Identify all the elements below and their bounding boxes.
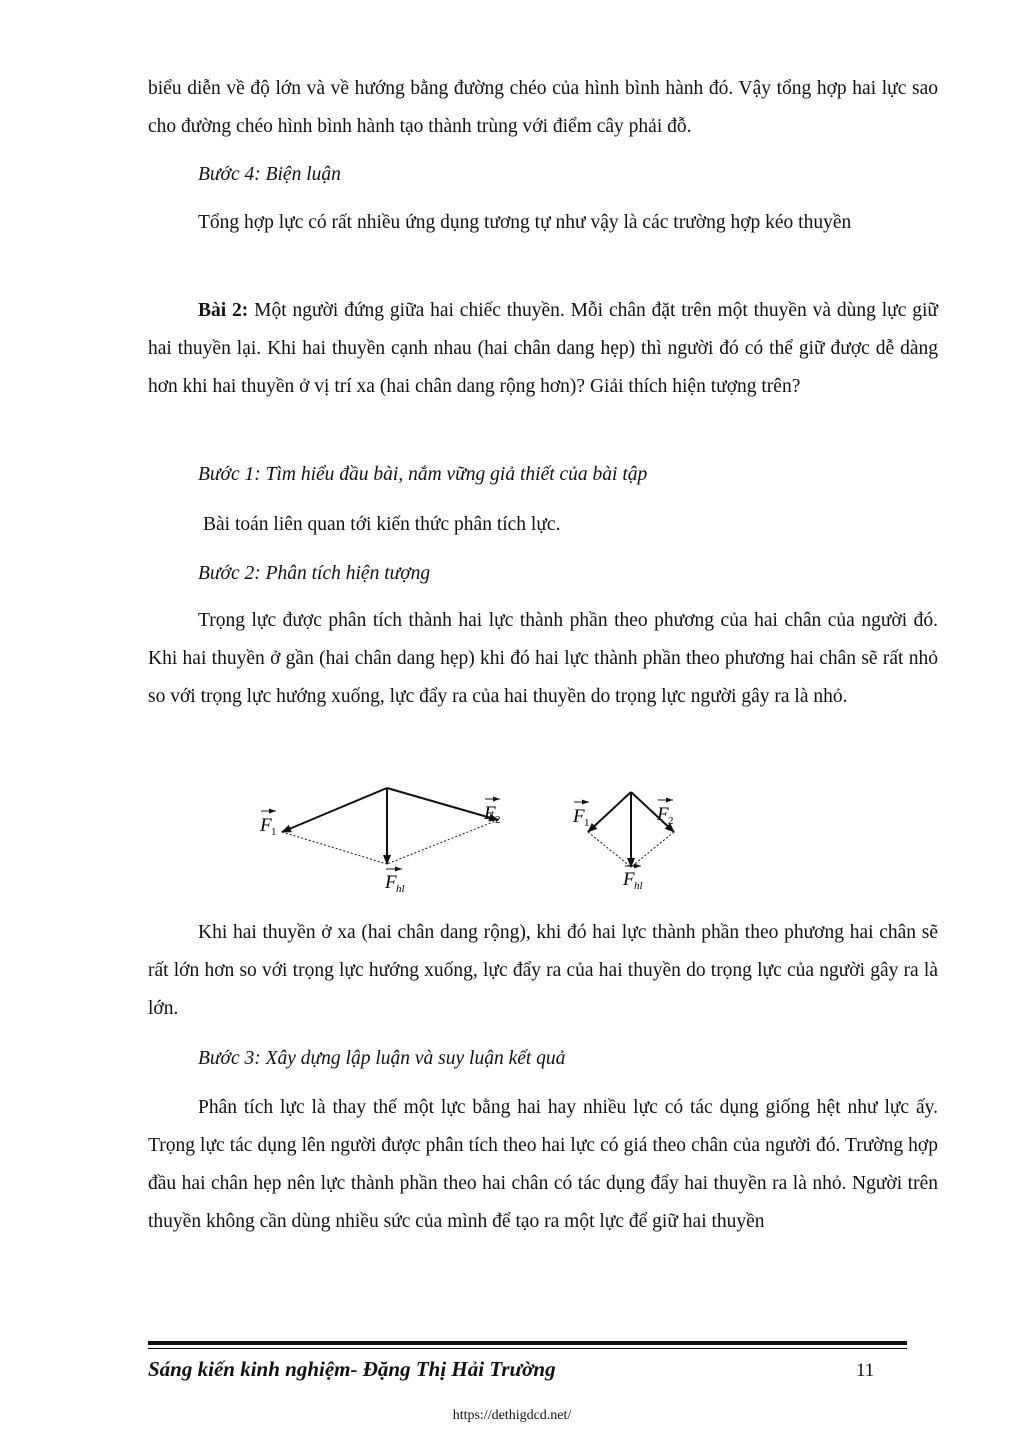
- f2-label: F: [657, 804, 669, 825]
- force-f1-arrow: [282, 788, 387, 832]
- f1-label: F: [260, 815, 272, 836]
- paragraph-continuation: biểu diễn về độ lớn và về hướng bằng đường chéo của hình bình hành đó. Vậy tổng hợp hai lực sao cho đường chéo hình bình hành tạo thành trùng với điểm cây phải đỗ.: [148, 78, 938, 137]
- step-1-heading: Bước 1: Tìm hiểu đầu bài, nắm vững giả thiết của bài tập: [198, 464, 648, 485]
- exercise-2-text: Một người đứng giữa hai chiếc thuyền. Mỗi chân đặt trên một thuyền và dùng lực giữ hai thuyền lại. Khi hai thuyền cạnh nhau (hai chân dang hẹp) thì người đó có thể giữ được dễ dàng hơn khi hai thuyền ở vị trí xa (hai chân dang rộng hơn)? Giải thích hiện tượng trên?: [148, 300, 938, 397]
- f2-subscript: 2: [668, 815, 674, 827]
- narrow-stance-diagram: [572, 792, 674, 892]
- paragraph-synthesis: Tổng hợp lực có rất nhiều ứng dụng tương tự như vậy là các trường hợp kéo thuyền: [198, 212, 852, 233]
- f1-subscript: 1: [584, 817, 590, 829]
- paragraph-analysis: Trọng lực được phân tích thành hai lực thành phần theo phương của hai chân của người đó. Khi hai thuyền ở gần (hai chân dang hẹp) khi đó hai lực thành phần theo phương hai chân sẽ rất nhỏ so với trọng lực hướng xuống, lực đẩy ra của hai thuyền do trọng lực người gây ra là nhỏ.: [148, 610, 938, 707]
- fhl-subscript: hl: [396, 883, 405, 895]
- paragraph-wide-stance: Khi hai thuyền ở xa (hai chân dang rộng), khi đó hai lực thành phần theo phương hai chân sẽ rất lớn hơn so với trọng lực hướng xuống, lực đẩy ra của hai thuyền do trọng lực của người gây ra là lớn.: [148, 922, 938, 1019]
- page-number: 11: [856, 1360, 875, 1381]
- footer-title: Sáng kiến kinh nghiệm- Đặng Thị Hải Trường: [148, 1357, 556, 1381]
- exercise-2: [148, 292, 938, 406]
- f2-subscript: 2: [495, 814, 501, 826]
- wide-stance-diagram: [259, 788, 501, 895]
- step-4-heading: Bước 4: Biện luận: [198, 164, 341, 185]
- f1-label: F: [573, 806, 585, 827]
- parallelogram-edge: [282, 832, 387, 864]
- f2-label: F: [484, 803, 496, 824]
- source-url: https://dethigdcd.net/: [452, 1408, 572, 1423]
- parallelogram-edge: [387, 820, 498, 864]
- parallelogram-edge: [588, 832, 631, 867]
- parallelogram-edge: [631, 832, 674, 867]
- exercise-2-label: Bài 2:: [198, 300, 249, 321]
- footer-rule-thin: [148, 1348, 907, 1349]
- paragraph-topic: Bài toán liên quan tới kiến thức phân tích lực.: [203, 514, 561, 535]
- footer-rule-thick: [148, 1341, 907, 1345]
- fhl-label: F: [385, 872, 397, 893]
- fhl-label: F: [623, 869, 635, 890]
- fhl-subscript: hl: [634, 880, 643, 892]
- step-3-heading: Bước 3: Xây dựng lập luận và suy luận kết quả: [198, 1048, 566, 1069]
- f1-subscript: 1: [271, 826, 277, 838]
- force-diagram: [240, 780, 720, 900]
- force-f1-arrow: [588, 792, 631, 832]
- force-f2-arrow: [387, 788, 498, 820]
- paragraph-conclusion: Phân tích lực là thay thế một lực bằng hai hay nhiều lực có tác dụng giống hệt như lực ấy. Trọng lực tác dụng lên người được phân tích theo hai lực có giá theo chân của người đó. Trường hợp đầu hai chân hẹp nên lực thành phần theo hai chân có tác dụng đẩy hai thuyền ra là nhỏ. Người trên thuyền không cần dùng nhiều sức của mình để tạo ra một lực để giữ hai thuyền: [148, 1097, 938, 1232]
- step-2-heading: Bước 2: Phân tích hiện tượng: [198, 563, 431, 584]
